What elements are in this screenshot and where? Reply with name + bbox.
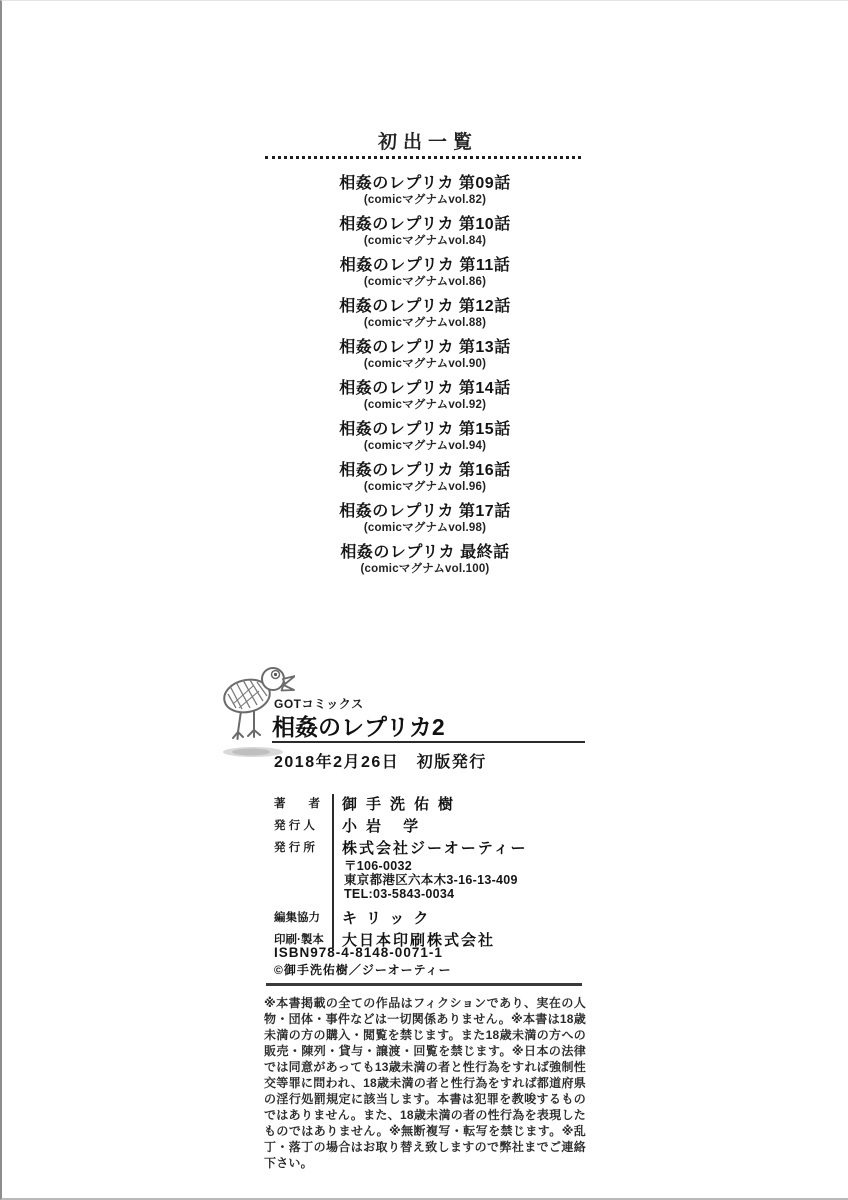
isbn-text: ISBN978-4-8148-0071-1 <box>274 945 443 960</box>
book-title: 相姦のレプリカ2 <box>272 714 445 740</box>
entry-title: 相姦のレプリカ 第10話 <box>339 216 511 233</box>
entry-source: (comicマグナムvol.84) <box>363 235 487 247</box>
credit-label: 編集協力 <box>274 912 320 924</box>
address-line: 〒106-0032 <box>344 859 413 873</box>
page-title: 初出一覧 <box>377 132 478 153</box>
entry-source: (comicマグナムvol.98) <box>363 522 487 534</box>
credit-value: 御手洗佑樹 <box>342 795 463 813</box>
list-item <box>2 175 848 207</box>
credit-label: 発 行 人 <box>274 820 315 832</box>
credit-row-editing <box>274 906 589 928</box>
publisher-address-block <box>344 859 589 901</box>
entry-source: (comicマグナムvol.88) <box>363 317 487 329</box>
imprint-label: GOTコミックス <box>274 697 364 711</box>
entry-source: (comicマグナムvol.94) <box>363 440 487 452</box>
entry-source: (comicマグナムvol.100) <box>360 563 490 575</box>
entry-source: (comicマグナムvol.82) <box>363 194 487 206</box>
entry-source: (comicマグナムvol.92) <box>363 399 487 411</box>
list-item <box>2 339 848 371</box>
list-item <box>2 503 848 535</box>
publication-list <box>2 175 848 585</box>
dotted-divider <box>265 156 581 159</box>
entry-title: 相姦のレプリカ 第16話 <box>339 462 511 479</box>
list-item <box>2 298 848 330</box>
copyright-text: ©御手洗佑樹／ジーオーティー <box>274 963 452 977</box>
list-item <box>2 216 848 248</box>
disclaimer-text: ※本書掲載の全ての作品はフィクションであり、実在の人物・団体・事件などは一切関係ありません。※本書は18歳未満の方の購入・閲覧を禁じます。また18歳未満の方への販売・陳列・貸与・譲渡・回覧を禁じます。※日本の法律では同意があっても13歳未満の者と性行為をすれば強制性交等罪に問われ、18歳未満の者と性行為をすれば都道府県の淫行処罰規定に該当します。本書は犯罪を教唆するものではありません。また、18歳未満の者の性行為を表現したものではありません。※無断複写・転写を禁じます。※乱丁・落丁の場合はお取り替え致しますので弊社までご連絡下さい。 <box>264 996 586 1170</box>
credit-row-publisher <box>274 836 589 858</box>
address-line: 東京都港区六本木3-16-13-409 <box>344 873 518 887</box>
list-item <box>2 462 848 494</box>
credit-value: 小岩 学 <box>342 817 428 835</box>
credit-value: 大日本印刷株式会社 <box>342 931 496 949</box>
title-underline <box>272 741 585 743</box>
credit-value: キリック <box>342 909 438 927</box>
list-item <box>2 421 848 453</box>
disclaimer-divider <box>266 983 582 986</box>
entry-title: 相姦のレプリカ 第11話 <box>339 257 511 274</box>
credit-value: 株式会社ジーオーティー <box>342 839 528 857</box>
address-line: TEL:03-5843-0034 <box>344 887 455 901</box>
credit-label: 印刷·製本 <box>274 934 324 946</box>
entry-source: (comicマグナムvol.86) <box>363 276 487 288</box>
credits-divider-line <box>332 794 334 948</box>
credit-label: 著 者 <box>274 798 320 810</box>
entry-title: 相姦のレプリカ 第15話 <box>339 421 511 438</box>
edition-date: 2018年2月26日 初版発行 <box>274 754 487 771</box>
list-item <box>2 544 848 576</box>
entry-title: 相姦のレプリカ 第13話 <box>339 339 511 356</box>
credit-row-author <box>274 792 589 814</box>
credits-table <box>274 792 589 950</box>
entry-source: (comicマグナムvol.90) <box>363 358 487 370</box>
entry-source: (comicマグナムvol.96) <box>363 481 487 493</box>
list-item <box>2 257 848 289</box>
list-item <box>2 380 848 412</box>
entry-title: 相姦のレプリカ 第09話 <box>339 175 511 192</box>
credit-row-publisher-person <box>274 814 589 836</box>
entry-title: 相姦のレプリカ 第14話 <box>339 380 511 397</box>
entry-title: 相姦のレプリカ 第12話 <box>339 298 511 315</box>
entry-title: 相姦のレプリカ 第17話 <box>339 503 511 520</box>
credit-label: 発 行 所 <box>274 842 315 854</box>
entry-title: 相姦のレプリカ 最終話 <box>340 544 510 561</box>
